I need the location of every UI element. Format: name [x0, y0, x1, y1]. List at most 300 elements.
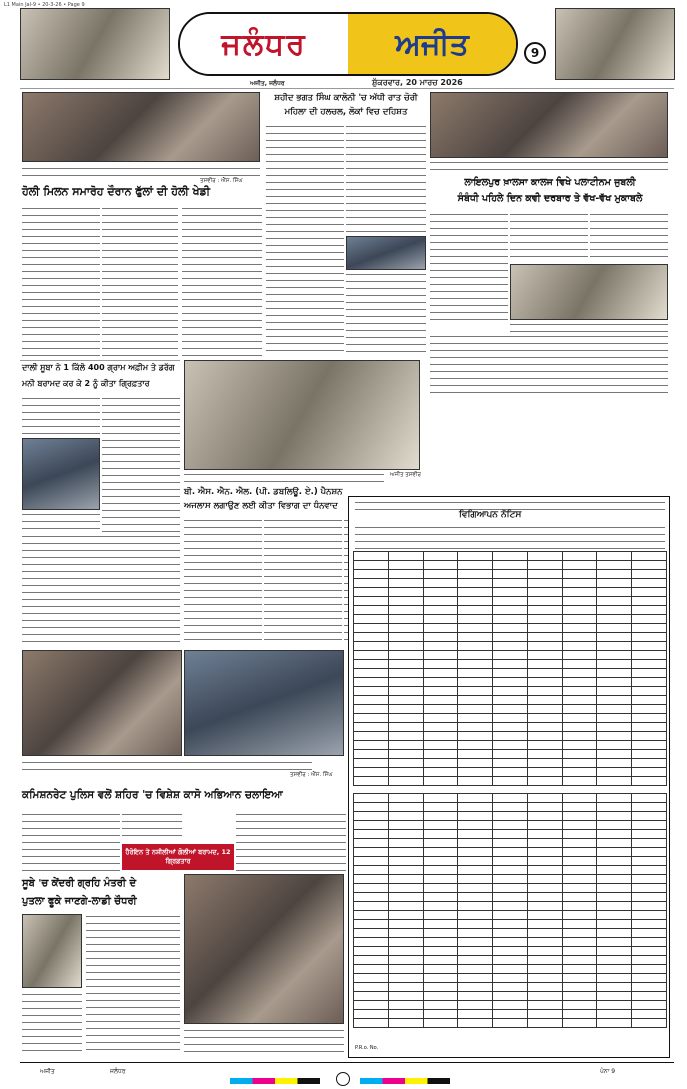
notice-table-cell [458, 570, 493, 579]
notice-table-cell [458, 821, 493, 830]
notice-table-cell [423, 884, 458, 893]
notice-table-cell [597, 606, 632, 615]
college-headline-2: ਸੰਬੰਧੀ ਪਹਿਲੇ ਦਿਨ ਕਵੀ ਦਰਬਾਰ ਤੇ ਵੱਖ-ਵੱਖ ਮੁਕਾਬਲੇ [457, 193, 643, 204]
notice-table-cell [597, 965, 632, 974]
notice-table-cell [354, 884, 389, 893]
notice-table-cell [493, 669, 528, 678]
color-bar [230, 1078, 320, 1084]
notice-table-cell [493, 956, 528, 965]
notice-title: ਵਿਗਿਆਪਨ ਨੋਟਿਸ [459, 510, 522, 520]
minister-headline: ਸੂਬੇ 'ਚ ਕੇਂਦਰੀ ਗ੍ਰਹਿ ਮੰਤਰੀ ਦੇ [22, 878, 137, 889]
notice-table-row [354, 812, 667, 821]
notice-table-cell [527, 570, 562, 579]
notice-table-cell [597, 552, 632, 561]
notice-table-cell [597, 561, 632, 570]
notice-table-cell [493, 947, 528, 956]
drug-body-3 [22, 534, 180, 644]
notice-table-cell [632, 624, 667, 633]
notice-table-cell [632, 606, 667, 615]
notice-table-cell [562, 794, 597, 803]
notice-table-cell [354, 642, 389, 651]
notice-table-cell [458, 866, 493, 875]
notice-table-cell [597, 920, 632, 929]
notice-table-cell [562, 624, 597, 633]
police-byline: ਤਸਵੀਰ : ਐੱਸ. ਸਿੰਘ [290, 772, 333, 778]
notice-table-cell [597, 1010, 632, 1019]
notice-table-cell [493, 821, 528, 830]
notice-table-cell [562, 839, 597, 848]
notice-table-cell [388, 857, 423, 866]
notice-table-cell [527, 929, 562, 938]
notice-table-cell [354, 992, 389, 1001]
notice-table-cell [388, 875, 423, 884]
notice-table-cell [423, 875, 458, 884]
notice-table-cell [597, 669, 632, 678]
notice-table-cell [493, 1010, 528, 1019]
drug-photo [22, 438, 100, 510]
tender-notice [348, 496, 670, 1058]
notice-table-cell [354, 839, 389, 848]
notice-table-cell [527, 1001, 562, 1010]
notice-header-text [355, 500, 665, 510]
notice-table-cell [458, 902, 493, 911]
notice-table-cell [562, 669, 597, 678]
notice-table-cell [597, 875, 632, 884]
police-photo-left [22, 650, 182, 756]
notice-table-cell [527, 750, 562, 759]
college-body-2 [510, 212, 588, 262]
masthead-subtitle-right: ਸ਼ੁੱਕਰਵਾਰ, 20 ਮਾਰਚ 2026 [372, 78, 463, 87]
notice-table-cell [423, 696, 458, 705]
notice-table-cell [423, 759, 458, 768]
notice-table-cell [493, 884, 528, 893]
notice-table-cell [527, 920, 562, 929]
notice-table-cell [632, 848, 667, 857]
notice-table-cell [388, 866, 423, 875]
notice-table-row [354, 777, 667, 786]
police-photo-right [184, 650, 344, 756]
notice-table-cell [597, 768, 632, 777]
notice-table-cell [388, 588, 423, 597]
notice-table-cell [527, 579, 562, 588]
notice-table-cell [458, 992, 493, 1001]
notice-table-cell [493, 1019, 528, 1028]
notice-table-cell [597, 687, 632, 696]
notice-table-cell [632, 821, 667, 830]
police-body-2 [122, 812, 182, 842]
notice-table-cell [458, 741, 493, 750]
notice-table-cell [527, 839, 562, 848]
notice-table-cell [354, 669, 389, 678]
notice-table-cell [632, 956, 667, 965]
notice-table-cell [597, 651, 632, 660]
notice-table-cell [458, 803, 493, 812]
notice-table-cell [562, 812, 597, 821]
notice-table-cell [632, 570, 667, 579]
holi-headline: ਹੋਲੀ ਮਿਲਨ ਸਮਾਰੋਹ ਦੌਰਾਨ ਫੁੱਲਾਂ ਦੀ ਹੋਲੀ ਖੇਡੀ [22, 185, 211, 198]
minister-headline-2: ਪੁਤਲਾ ਫੂਕੇ ਜਾਣਗੇ-ਲਾਡੀ ਚੌਧਰੀ [22, 896, 137, 907]
notice-table-cell [493, 678, 528, 687]
masthead-left-image [20, 8, 170, 80]
notice-table-cell [632, 696, 667, 705]
notice-table-cell [493, 579, 528, 588]
notice-table-cell [388, 830, 423, 839]
notice-table-cell [388, 974, 423, 983]
notice-table-cell [527, 759, 562, 768]
minister-body-2 [22, 992, 82, 1054]
divider [20, 360, 180, 361]
notice-table-cell [354, 1019, 389, 1028]
notice-table-cell [493, 929, 528, 938]
notice-table-cell [597, 777, 632, 786]
notice-table-cell [458, 579, 493, 588]
notice-table-cell [632, 866, 667, 875]
notice-table-cell [632, 669, 667, 678]
police-body-3 [236, 812, 346, 872]
notice-table-cell [423, 669, 458, 678]
notice-table-cell [562, 561, 597, 570]
notice-table-cell [562, 875, 597, 884]
college-photo-top [430, 92, 668, 158]
masthead-right-title: ਅਜੀਤ [348, 14, 516, 74]
notice-table-cell [423, 821, 458, 830]
notice-table-cell [527, 651, 562, 660]
notice-table-cell [597, 741, 632, 750]
college-body-3 [590, 212, 668, 262]
notice-table-cell [493, 902, 528, 911]
notice-table-cell [458, 651, 493, 660]
notice-table-cell [562, 803, 597, 812]
notice-table-cell [562, 588, 597, 597]
college-body-1 [430, 212, 508, 322]
notice-table-cell [458, 956, 493, 965]
notice-table-cell [597, 938, 632, 947]
notice-table-cell [562, 723, 597, 732]
notice-table-cell [493, 696, 528, 705]
notice-table-row [354, 723, 667, 732]
notice-table-cell [423, 947, 458, 956]
notice-table-cell [354, 732, 389, 741]
notice-table-cell [354, 714, 389, 723]
notice-table-cell [632, 615, 667, 624]
notice-table-cell [562, 911, 597, 920]
minister-body-1 [86, 914, 180, 1054]
notice-table-cell [632, 777, 667, 786]
notice-table-cell [493, 597, 528, 606]
masthead-left-title: ਜਲੰਧਰ [180, 14, 348, 74]
notice-table-cell [388, 947, 423, 956]
minister-protest-caption [184, 1028, 344, 1054]
notice-table-cell [493, 848, 528, 857]
notice-table-cell [493, 992, 528, 1001]
notice-table-cell [354, 1010, 389, 1019]
notice-table-cell [458, 884, 493, 893]
notice-table-cell [562, 741, 597, 750]
drug-caption [22, 512, 100, 532]
notice-table-cell [388, 848, 423, 857]
notice-table-cell [527, 606, 562, 615]
notice-table-cell [597, 794, 632, 803]
notice-table-cell [632, 705, 667, 714]
notice-table-cell [354, 606, 389, 615]
notice-table-row [354, 705, 667, 714]
notice-table-cell [527, 866, 562, 875]
notice-table-cell [562, 965, 597, 974]
notice-table-cell [527, 1019, 562, 1028]
notice-table-cell [527, 938, 562, 947]
notice-table-cell [423, 893, 458, 902]
notice-table-cell [632, 1019, 667, 1028]
notice-table-cell [527, 848, 562, 857]
notice-table-row [354, 696, 667, 705]
notice-table-cell [562, 1001, 597, 1010]
notice-table-cell [562, 615, 597, 624]
notice-table-cell [527, 875, 562, 884]
notice-table-row [354, 911, 667, 920]
notice-table-cell [388, 768, 423, 777]
notice-table-cell [562, 696, 597, 705]
notice-table-cell [527, 956, 562, 965]
notice-table-row [354, 759, 667, 768]
notice-table-cell [632, 651, 667, 660]
notice-table-cell [562, 705, 597, 714]
notice-table-cell [388, 597, 423, 606]
notice-table-cell [423, 705, 458, 714]
notice-table-cell [527, 660, 562, 669]
notice-table-cell [562, 678, 597, 687]
notice-table-cell [388, 983, 423, 992]
notice-table-cell [388, 812, 423, 821]
notice-table-row [354, 893, 667, 902]
notice-table-cell [493, 570, 528, 579]
notice-table-cell [354, 794, 389, 803]
notice-table-cell [458, 723, 493, 732]
notice-table-cell [493, 830, 528, 839]
notice-table-cell [458, 920, 493, 929]
notice-table-cell [632, 920, 667, 929]
police-body-1 [22, 812, 120, 872]
notice-table-cell [354, 750, 389, 759]
notice-table-cell [562, 759, 597, 768]
masthead-subtitle-left: ਅਜੀਤ, ਜਲੰਧਰ [250, 80, 285, 87]
notice-table-cell [354, 660, 389, 669]
notice-table-row [354, 552, 667, 561]
notice-table-cell [632, 902, 667, 911]
notice-table-cell [527, 732, 562, 741]
colony-body-2 [346, 124, 426, 234]
notice-table-cell [632, 965, 667, 974]
notice-table-cell [632, 983, 667, 992]
notice-table-cell [388, 992, 423, 1001]
notice-table-cell [354, 974, 389, 983]
notice-table-cell [354, 633, 389, 642]
notice-table-cell [458, 893, 493, 902]
notice-table-cell [562, 1019, 597, 1028]
notice-table-row [354, 884, 667, 893]
notice-table-cell [354, 696, 389, 705]
notice-table-cell [632, 812, 667, 821]
notice-table-cell [388, 552, 423, 561]
notice-table-cell [493, 1001, 528, 1010]
notice-table-row [354, 830, 667, 839]
notice-table-cell [423, 687, 458, 696]
notice-table-cell [562, 983, 597, 992]
notice-table-cell [493, 812, 528, 821]
notice-table-cell [388, 1010, 423, 1019]
notice-table-cell [527, 947, 562, 956]
notice-table-cell [493, 794, 528, 803]
notice-table-cell [493, 893, 528, 902]
notice-table-row [354, 821, 667, 830]
notice-table-cell [458, 839, 493, 848]
notice-table-row [354, 1010, 667, 1019]
notice-table-cell [493, 651, 528, 660]
notice-table-cell [632, 938, 667, 947]
notice-table-cell [458, 732, 493, 741]
notice-table-cell [493, 857, 528, 866]
notice-table-cell [458, 705, 493, 714]
notice-table-cell [562, 768, 597, 777]
notice-table-row [354, 992, 667, 1001]
notice-table-row [354, 642, 667, 651]
notice-table-cell [493, 705, 528, 714]
notice-table-cell [423, 732, 458, 741]
notice-table-cell [388, 938, 423, 947]
notice-table-cell [423, 579, 458, 588]
notice-table-cell [458, 561, 493, 570]
colony-photo [346, 236, 426, 270]
notice-table-row [354, 875, 667, 884]
notice-table-cell [597, 947, 632, 956]
notice-table-cell [388, 965, 423, 974]
notice-table-row [354, 803, 667, 812]
notice-table-row [354, 561, 667, 570]
notice-table-cell [388, 687, 423, 696]
notice-table-cell [423, 606, 458, 615]
notice-table-cell [527, 588, 562, 597]
notice-table-cell [458, 606, 493, 615]
divider [20, 88, 674, 89]
notice-table-cell [493, 714, 528, 723]
notice-table-cell [388, 633, 423, 642]
notice-table-row [354, 588, 667, 597]
notice-table-cell [493, 839, 528, 848]
notice-table-cell [423, 830, 458, 839]
notice-table-cell [632, 830, 667, 839]
notice-table-cell [493, 561, 528, 570]
notice-table-cell [527, 1010, 562, 1019]
notice-ref: P.R.o. No. [355, 1045, 379, 1051]
notice-table-row [354, 866, 667, 875]
masthead [178, 12, 518, 76]
notice-table-cell [354, 938, 389, 947]
notice-table-cell [458, 714, 493, 723]
notice-table-cell [458, 947, 493, 956]
notice-table-row [354, 570, 667, 579]
notice-table-cell [527, 678, 562, 687]
notice-table-cell [354, 893, 389, 902]
notice-table-cell [354, 875, 389, 884]
notice-table-cell [632, 723, 667, 732]
notice-table-cell [562, 660, 597, 669]
notice-table-cell [527, 768, 562, 777]
notice-table-cell [388, 606, 423, 615]
notice-table-row [354, 938, 667, 947]
police-red-box: ਹੈਰੋਇਨ ਤੇ ਨਸ਼ੀਲੀਆਂ ਗੋਲੀਆਂ ਬਰਾਮਦ, 12 ਗ੍ਰਿਫ਼ਤਾਰ [122, 844, 234, 870]
notice-table-cell [423, 570, 458, 579]
notice-table-cell [423, 777, 458, 786]
notice-table-cell [423, 624, 458, 633]
notice-table-cell [423, 848, 458, 857]
notice-table-cell [597, 830, 632, 839]
notice-table-cell [354, 597, 389, 606]
notice-table-cell [423, 741, 458, 750]
notice-table-cell [458, 848, 493, 857]
notice-table-cell [423, 920, 458, 929]
notice-table-cell [597, 615, 632, 624]
notice-table-cell [388, 803, 423, 812]
notice-table-cell [423, 812, 458, 821]
notice-table-cell [597, 696, 632, 705]
notice-table-cell [388, 579, 423, 588]
notice-table-cell [354, 561, 389, 570]
notice-table-cell [632, 839, 667, 848]
notice-table-cell [354, 678, 389, 687]
notice-table-row [354, 1019, 667, 1028]
notice-table-cell [597, 857, 632, 866]
notice-table-cell [632, 759, 667, 768]
colony-headline: ਸ਼ਹੀਦ ਭਗਤ ਸਿੰਘ ਕਾਲੋਨੀ 'ਚ ਅੱਧੀ ਰਾਤ ਚੋਰੀ [274, 93, 418, 103]
notice-table-cell [597, 848, 632, 857]
notice-table-cell [562, 830, 597, 839]
notice-table-cell [354, 723, 389, 732]
pensioners-headline-2: ਅਜਲਾਸ ਲਗਾਉਣ ਲਈ ਕੀਤਾ ਵਿਭਾਗ ਦਾ ਧੰਨਵਾਦ [184, 501, 338, 511]
notice-table-cell [423, 714, 458, 723]
notice-table-cell [354, 956, 389, 965]
registration-mark-icon [336, 1072, 350, 1086]
notice-table-cell [354, 705, 389, 714]
notice-table-cell [354, 768, 389, 777]
notice-table-cell [632, 741, 667, 750]
police-headline: ਕਮਿਸ਼ਨਰੇਟ ਪੁਲਿਸ ਵਲੋਂ ਸ਼ਹਿਰ 'ਚ ਵਿਸ਼ੇਸ਼ ਕਾਸੋ ਅਭਿਆਨ ਚਲਾਇਆ [22, 789, 283, 801]
notice-table-cell [562, 974, 597, 983]
notice-table-cell [527, 902, 562, 911]
notice-table-cell [388, 678, 423, 687]
notice-table-cell [493, 660, 528, 669]
notice-table-cell [423, 902, 458, 911]
pensioners-caption [184, 472, 384, 482]
notice-table-cell [527, 714, 562, 723]
notice-table-cell [493, 732, 528, 741]
notice-table-cell [597, 678, 632, 687]
notice-table-cell [458, 777, 493, 786]
notice-table-cell [597, 893, 632, 902]
notice-table-cell [458, 1001, 493, 1010]
notice-table-cell [423, 1010, 458, 1019]
notice-table-cell [493, 974, 528, 983]
notice-table-row [354, 902, 667, 911]
drug-body-1 [22, 396, 100, 436]
notice-table-cell [597, 732, 632, 741]
notice-table-cell [632, 678, 667, 687]
notice-table-cell [597, 974, 632, 983]
notice-table-cell [597, 911, 632, 920]
notice-table-cell [562, 857, 597, 866]
notice-table-cell [354, 615, 389, 624]
notice-table-cell [562, 606, 597, 615]
notice-table-cell [388, 777, 423, 786]
print-info: L1 Main Jal-9 • 20-3-26 • Page 9 [4, 2, 85, 8]
